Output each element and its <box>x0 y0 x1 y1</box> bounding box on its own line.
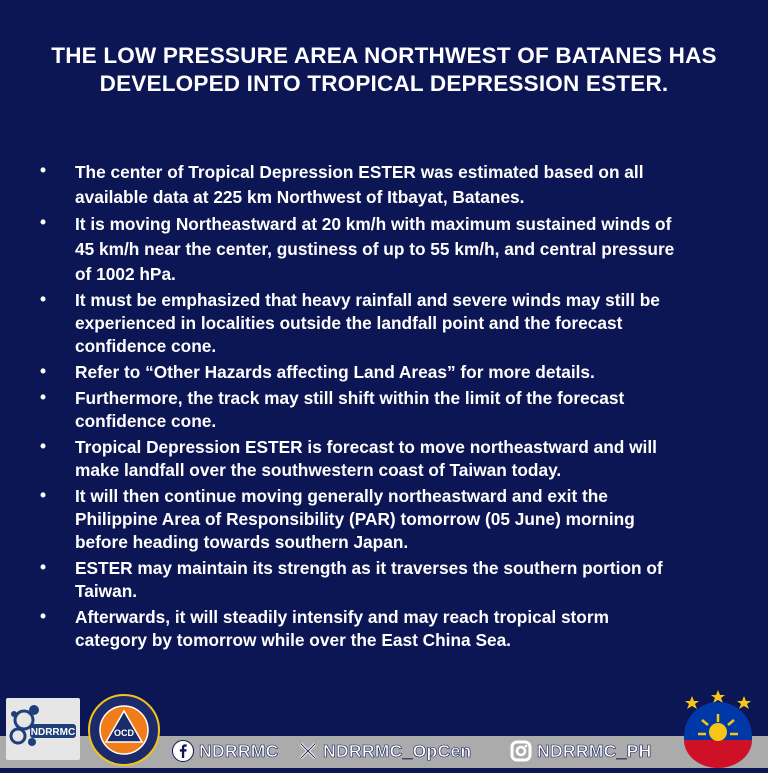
bullet-item <box>40 387 740 433</box>
bullet-line: • Furthermore, the track may still shift within the limit of the forecast <box>75 388 625 408</box>
x-icon <box>298 740 318 762</box>
bullet-line: • It is moving Northeastward at 20 km/h with maximum sustained winds of <box>75 214 672 234</box>
ocd-seal-text: OCD <box>114 728 134 738</box>
instagram-handle[interactable] <box>510 739 652 763</box>
bullet-item <box>40 160 740 210</box>
x-handle[interactable] <box>298 739 471 763</box>
bullet-line: confidence cone. <box>75 336 217 356</box>
bullet-line: available data at 225 km Northwest of Itbayat, Batanes. <box>75 187 525 207</box>
bullet-item <box>40 436 740 482</box>
bullet-line: • ESTER may maintain its strength as it traverses the southern portion of <box>75 558 663 578</box>
facebook-handle-label: NDRRMC <box>199 740 279 761</box>
bullet-line: Philippine Area of Responsibility (PAR) tomorrow (05 June) morning <box>75 509 635 529</box>
bullet-line: experienced in localities outside the landfall point and the forecast <box>75 313 623 333</box>
instagram-icon <box>510 740 532 762</box>
instagram-handle-label: NDRRMC_PH <box>537 740 652 761</box>
bullet-line: make landfall over the southwestern coast of Taiwan today. <box>75 460 562 480</box>
x-handle-label: NDRRMC_OpCen <box>323 740 472 761</box>
bullet-item <box>40 485 740 554</box>
headline-line-1: THE LOW PRESSURE AREA NORTHWEST OF BATANES HAS <box>51 43 717 68</box>
bullet-line: confidence cone. <box>75 411 217 431</box>
bullet-item <box>40 289 740 358</box>
headline-line-2: DEVELOPED INTO TROPICAL DEPRESSION ESTER. <box>99 71 669 96</box>
bullet-line: category by tomorrow while over the East China Sea. <box>75 630 511 650</box>
ndrrmc-logo <box>6 698 80 760</box>
bullet-line: Taiwan. <box>75 581 138 601</box>
bullet-line: of 1002 hPa. <box>75 264 176 284</box>
bullet-item <box>40 606 740 652</box>
advisory-bullet-list <box>40 160 740 655</box>
bullet-line: • Afterwards, it will steadily intensify and may reach tropical storm <box>75 607 609 627</box>
bullet-item <box>40 361 740 384</box>
ocd-seal-logo <box>88 694 160 766</box>
facebook-icon <box>172 740 194 762</box>
ndrrmc-logo-text: NDRRMC <box>30 727 76 738</box>
bullet-item <box>40 212 740 287</box>
bullet-item <box>40 557 740 603</box>
bullet-line: • Refer to “Other Hazards affecting Land Areas” for more details. <box>75 362 595 382</box>
bullet-line: before heading towards southern Japan. <box>75 532 409 552</box>
facebook-handle[interactable] <box>172 739 279 763</box>
headline <box>20 42 748 98</box>
bullet-line: • It must be emphasized that heavy rainfall and severe winds may still be <box>75 290 660 310</box>
philippine-flag-logo <box>678 688 758 768</box>
bullet-line: 45 km/h near the center, gustiness of up to 55 km/h, and central pressure <box>75 239 675 259</box>
bullet-line: • It will then continue moving generally northeastward and exit the <box>75 486 608 506</box>
bullet-line: • The center of Tropical Depression ESTER was estimated based on all <box>75 162 644 182</box>
bullet-line: • Tropical Depression ESTER is forecast to move northeastward and will <box>75 437 657 457</box>
